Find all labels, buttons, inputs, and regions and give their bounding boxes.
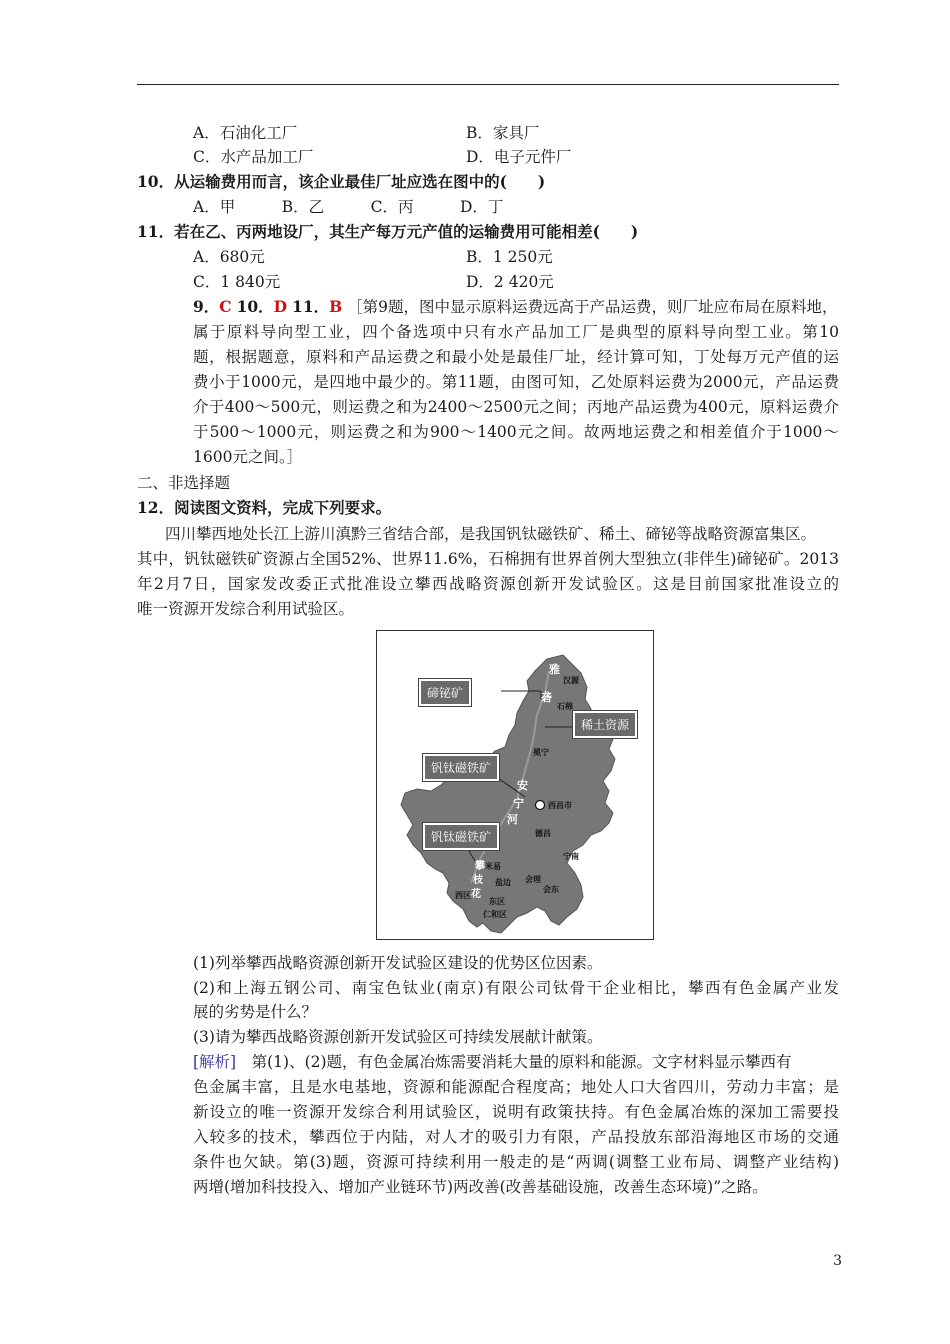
label-tellurium: 碲铋矿 <box>419 679 471 706</box>
question-3: (3)请为攀西战略资源创新开发试验区可持续发展献计献策。 <box>193 1028 603 1046</box>
river-char-ning: 宁 <box>513 797 524 810</box>
answer-line-6: 于500～1000元，则运费之和为900～1400元之间。故两地运费之和相差值介于1000～ <box>193 423 839 441</box>
answer-line-1: 9．C 10．D 11．B ［第9题，图中显示原料运费远高于产品运费，则厂址应布局在原料地， <box>193 297 838 316</box>
q12-para-4: 唯一资源开发综合利用试验区。 <box>137 600 355 618</box>
q12-para-3: 年2月7日，国家发改委正式批准设立攀西战略资源创新开发试验区。这是目前国家批准设立的 <box>137 575 839 593</box>
section-title: 二、非选择题 <box>137 474 231 492</box>
answer-line-4: 费小于1000元，是四地中最少的。第11题，由图可知，乙处原料运费为2000元，产品运费 <box>193 373 839 391</box>
q9-option-a: A．石油化工厂 <box>193 124 298 142</box>
analysis-line-2: 色金属丰富，且是水电基地，资源和能源配合程度高；地处人口大省四川，劳动力丰富；是 <box>193 1078 839 1096</box>
header-rule <box>137 84 839 85</box>
q9-option-b: B．家具厂 <box>466 124 540 142</box>
place-shimian: 石棉 <box>557 702 573 711</box>
label-rare-earth: 稀土资源 <box>573 711 637 738</box>
river-char-long: 砻 <box>541 691 552 704</box>
analysis-line-1: [解析] 第(1)、(2)题，有色金属冶炼需要消耗大量的原料和能源。文字材料显示攀西有 <box>193 1053 792 1071</box>
label-vanadium-1: 钒钛磁铁矿 <box>423 754 499 781</box>
river-char-he: 河 <box>507 813 518 826</box>
analysis-tag: [解析] <box>193 1053 237 1071</box>
analysis-line-4: 入较多的技术，攀西位于内陆，对人才的吸引力有限，产品投放东部沿海地区市场的交通 <box>193 1128 839 1146</box>
q12-para-2: 其中，钒钛磁铁矿资源占全国52%、世界11.6%，石棉拥有世界首例大型独立(非伴生)碲铋矿。2013 <box>137 550 839 568</box>
place-yanbian: 盐边 <box>495 878 511 887</box>
place-xichang: 西昌市 <box>548 801 572 810</box>
q9-option-c: C．水产品加工厂 <box>193 148 314 166</box>
xichang-marker <box>536 801 545 810</box>
place-hanyuan: 汉源 <box>563 676 579 685</box>
place-dongqu: 东区 <box>489 897 505 906</box>
page-number: 3 <box>833 1253 842 1269</box>
question-2a: (2)和上海五钢公司、南宝色钛业(南京)有限公司钛骨干企业相比，攀西有色金属产业发 <box>193 979 839 997</box>
q11-stem: 11．若在乙、丙两地设厂，其生产每万元产值的运输费用可能相差( ) <box>137 222 639 241</box>
place-ningnan: 宁南 <box>563 852 579 861</box>
place-dechang: 德昌 <box>535 829 551 838</box>
place-xiqu: 西区 <box>455 891 471 900</box>
answer-line-3: 题，根据题意，原料和产品运费之和最小处是最佳厂址，经计算可知，丁处每万元产值的运 <box>193 348 839 366</box>
label-vanadium-2: 钒钛磁铁矿 <box>423 823 499 850</box>
place-renhe: 仁和区 <box>483 910 507 919</box>
answer-q11: B <box>329 297 343 316</box>
q10-stem: 10．从运输费用而言，该企业最佳厂址应选在图中的( ) <box>137 172 546 191</box>
q11-option-c: C．1 840元 <box>193 273 281 291</box>
q11-option-d: D．2 420元 <box>466 273 554 291</box>
city-char-zhi: 枝 <box>473 875 483 886</box>
city-char-hua: 花 <box>471 889 481 900</box>
q9-option-d: D．电子元件厂 <box>466 148 572 166</box>
river-char-ya: 雅 <box>549 663 560 676</box>
analysis-line-5: 条件也欠缺。第(3)题，资源可持续利用一般走的是“两调(调整工业布局、调整产业结构) <box>193 1153 839 1171</box>
answer-line-7: 1600元之间。］ <box>193 448 303 466</box>
place-huidong: 会东 <box>543 885 559 894</box>
q12-stem: 12．阅读图文资料，完成下列要求。 <box>137 498 392 517</box>
q11-option-a: A．680元 <box>193 248 265 266</box>
answer-q9: C <box>219 297 232 316</box>
q11-option-b: B．1 250元 <box>466 248 553 266</box>
place-miyi: 米易 <box>485 862 501 871</box>
question-2b: 展的劣势是什么？ <box>193 1003 318 1021</box>
question-1: (1)列举攀西战略资源创新开发试验区建设的优势区位因素。 <box>193 954 603 972</box>
map-land-svg <box>377 631 653 939</box>
panxi-map <box>376 630 654 940</box>
q10-options: A．甲 B．乙 C．丙 D．丁 <box>193 198 504 216</box>
answer-line-5: 介于400～500元，则运费之和为2400～2500元之间；丙地产品运费为400元，原料运费介 <box>193 398 839 416</box>
place-huili: 会理 <box>525 875 541 884</box>
answer-line-2: 属于原料导向型工业，四个备选项中只有水产品加工厂是典型的原料导向型工业。第10 <box>193 323 839 341</box>
q12-para-1: 四川攀西地处长江上游川滇黔三省结合部，是我国钒钛磁铁矿、稀土、碲铋等战略资源富集区。 <box>165 525 817 543</box>
city-char-pan: 攀 <box>475 861 485 872</box>
answer-q10: D <box>273 297 288 316</box>
river-char-an: 安 <box>517 779 528 792</box>
analysis-line-3: 新设立的唯一资源开发综合利用试验区，说明有政策扶持。有色金属冶炼的深加工需要投 <box>193 1103 839 1121</box>
place-mianning: 冕宁 <box>533 748 549 757</box>
analysis-line-6: 两增(增加科技投入、增加产业链环节)两改善(改善基础设施，改善生态环境)”之路。 <box>193 1178 768 1196</box>
